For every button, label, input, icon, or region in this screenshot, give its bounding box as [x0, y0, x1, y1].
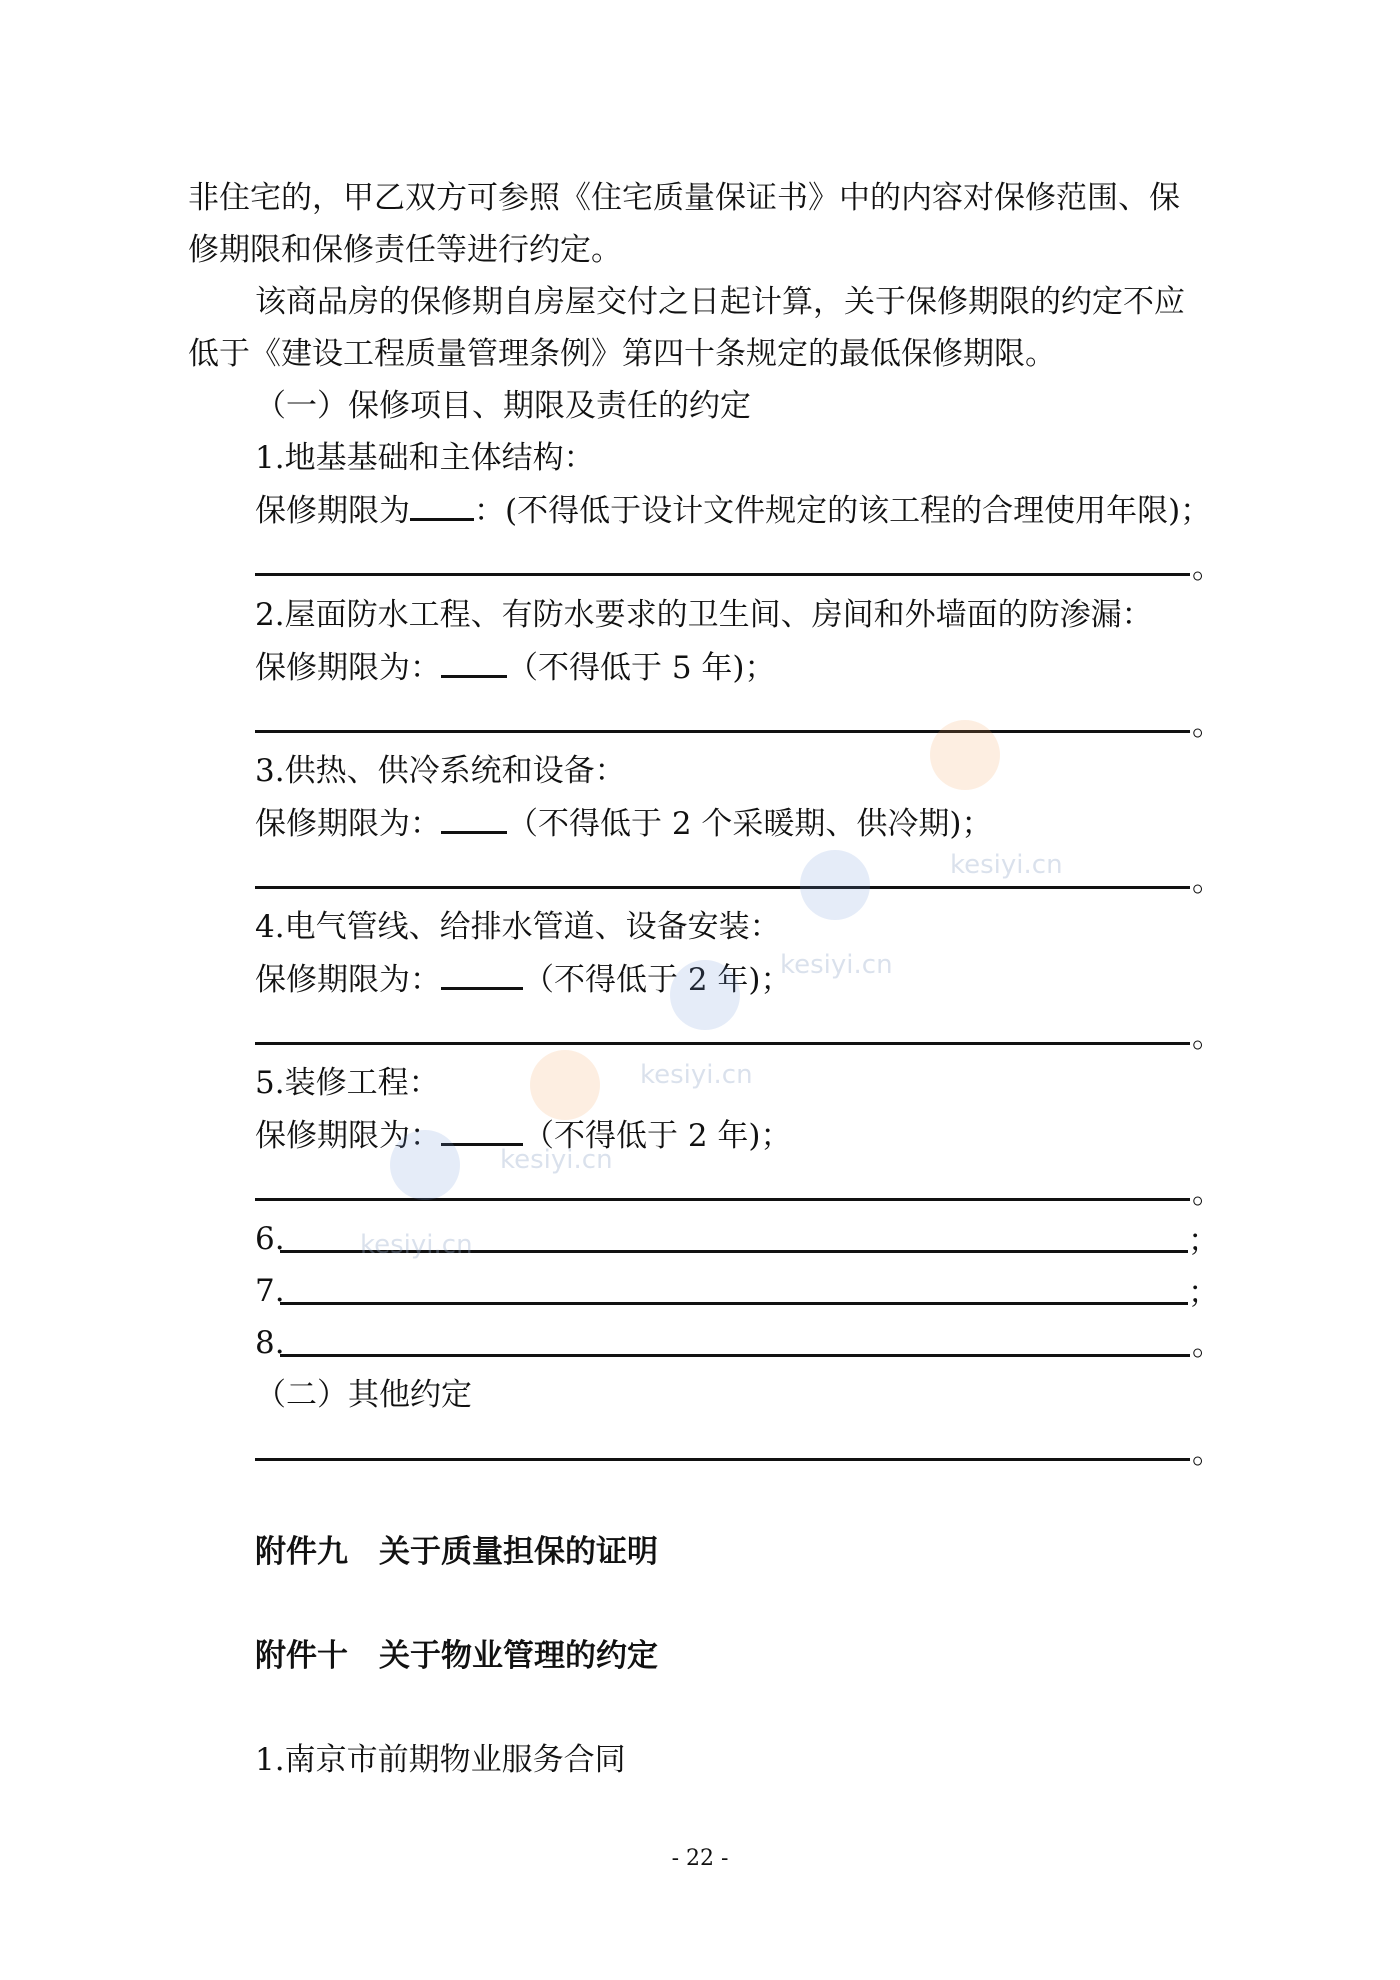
watermark-figure-icon [390, 1130, 460, 1200]
watermark-text: kesiyi.cn [500, 1145, 613, 1175]
item3-end-mark: 。 [1192, 863, 1223, 899]
para2-line1: 该商品房的保修期自房屋交付之日起计算，关于保修期限的约定不应 [255, 284, 1185, 320]
item4-end-mark: 。 [1192, 1019, 1223, 1055]
item1-detail-blank[interactable] [255, 573, 1190, 576]
item1-period-blank[interactable] [410, 490, 474, 521]
section2-end-mark: 。 [1192, 1435, 1223, 1471]
item5-period-blank[interactable] [441, 1115, 523, 1146]
watermark-figure-icon [670, 960, 740, 1030]
page-number: - 22 - [671, 1846, 729, 1871]
item1-title: 1.地基基础和主体结构： [255, 440, 595, 476]
item5-end-mark: 。 [1192, 1175, 1223, 1211]
item1-period [255, 490, 1211, 531]
item3-period [255, 803, 993, 844]
item4-period-suffix: （不得低于 2 年)； [523, 962, 792, 998]
watermark-text: kesiyi.cn [640, 1060, 753, 1090]
item1-period-prefix: 保修期限为 [255, 493, 410, 529]
item4-detail-blank[interactable] [255, 1042, 1190, 1045]
item3-detail-blank[interactable] [255, 886, 1190, 889]
item8-blank[interactable] [280, 1354, 1190, 1357]
item3-period-suffix: （不得低于 2 个采暖期、供冷期)； [507, 806, 993, 842]
item3-period-blank[interactable] [441, 803, 507, 834]
item6-num: 6. [255, 1221, 285, 1257]
item2-period-blank[interactable] [441, 647, 507, 678]
item6-end-mark: ； [1188, 1223, 1219, 1259]
watermark-text: kesiyi.cn [360, 1230, 473, 1260]
item7-end-mark: ； [1188, 1275, 1219, 1311]
annex10-item1: 1.南京市前期物业服务合同 [255, 1742, 626, 1778]
watermark-figure-icon [930, 720, 1000, 790]
item2-period [255, 647, 776, 688]
annex9-title: 附件九 关于质量担保的证明 [255, 1534, 658, 1570]
item1-period-suffix: ：(不得低于设计文件规定的该工程的合理使用年限)； [474, 493, 1212, 529]
watermark-text: kesiyi.cn [950, 850, 1063, 880]
item2-period-prefix: 保修期限为： [255, 650, 441, 686]
item7-num: 7. [255, 1273, 285, 1309]
item7-blank[interactable] [280, 1302, 1188, 1305]
item1-end-mark: 。 [1192, 550, 1223, 586]
item3-title: 3.供热、供冷系统和设备： [255, 753, 626, 789]
watermark-figure-icon [530, 1050, 600, 1120]
item5-period-prefix: 保修期限为： [255, 1118, 441, 1154]
item5-detail-blank[interactable] [255, 1198, 1190, 1201]
watermark-text: kesiyi.cn [780, 950, 893, 980]
item8-end-mark: 。 [1192, 1327, 1223, 1363]
item5-title: 5.装修工程： [255, 1065, 440, 1101]
item2-period-suffix: （不得低于 5 年)； [507, 650, 776, 686]
watermark-figure-icon [800, 850, 870, 920]
para1-line2: 修期限和保修责任等进行约定。 [188, 232, 622, 268]
item4-period-prefix: 保修期限为： [255, 962, 441, 998]
item2-end-mark: 。 [1192, 707, 1223, 743]
item2-title: 2.屋面防水工程、有防水要求的卫生间、房间和外墙面的防渗漏： [255, 597, 1153, 633]
para1-line1: 非住宅的，甲乙双方可参照《住宅质量保证书》中的内容对保修范围、保 [188, 180, 1180, 216]
section1-title: （一）保修项目、期限及责任的约定 [255, 388, 751, 424]
section2-title: （二）其他约定 [255, 1377, 472, 1413]
item4-title: 4.电气管线、给排水管道、设备安装： [255, 909, 781, 945]
item3-period-prefix: 保修期限为： [255, 806, 441, 842]
item4-period-blank[interactable] [441, 959, 523, 990]
item5-period-suffix: （不得低于 2 年)； [523, 1118, 792, 1154]
section2-blank[interactable] [255, 1458, 1190, 1461]
item8-num: 8. [255, 1325, 285, 1361]
annex10-title: 附件十 关于物业管理的约定 [255, 1638, 658, 1674]
item2-detail-blank[interactable] [255, 730, 1190, 733]
para2-line2: 低于《建设工程质量管理条例》第四十条规定的最低保修期限。 [188, 336, 1056, 372]
